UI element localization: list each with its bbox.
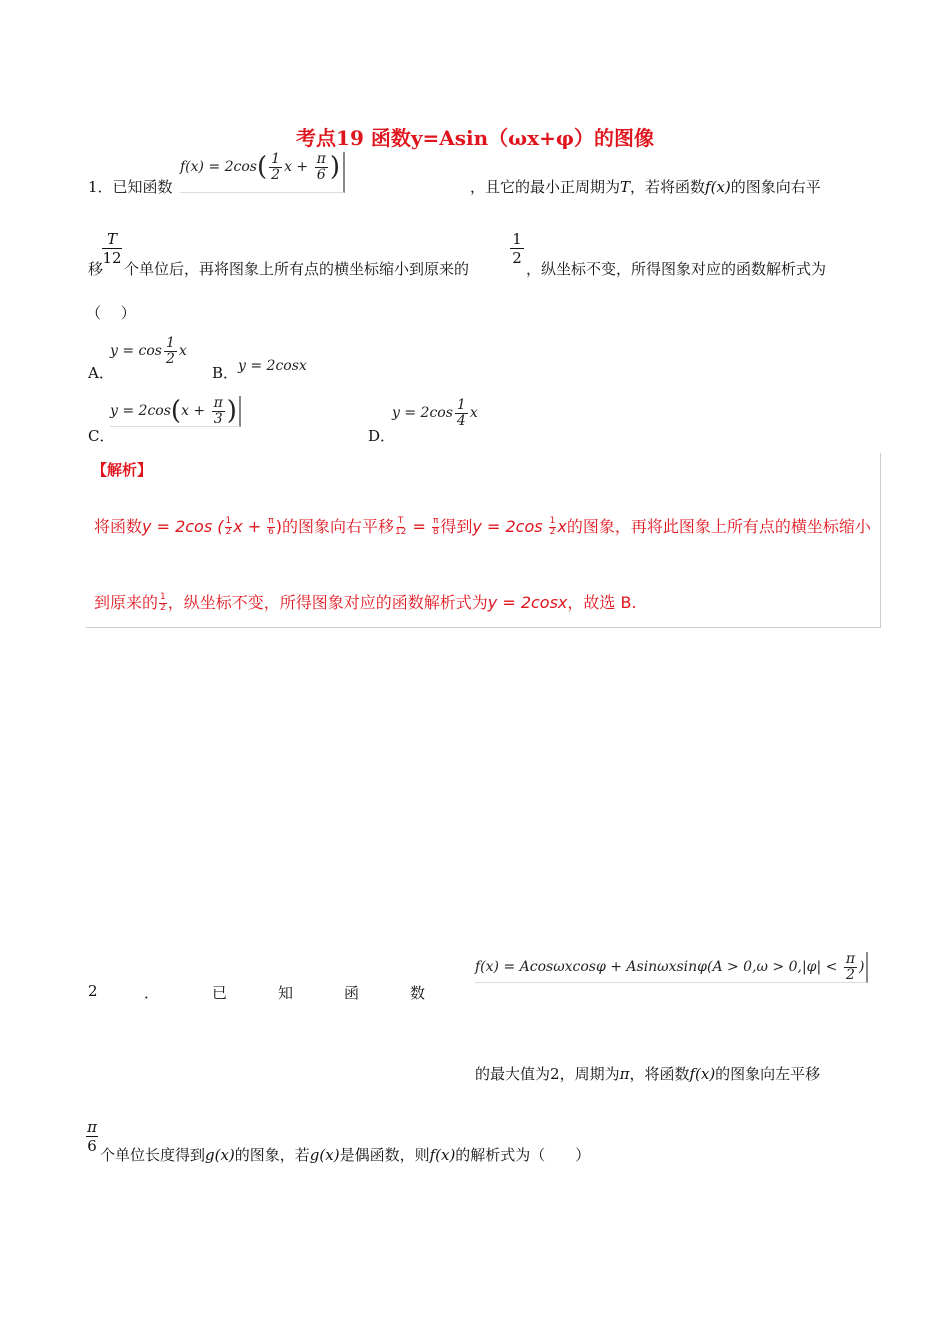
q1-frac-T12: T 12 xyxy=(102,230,122,267)
q2-frac-pi6: π 6 xyxy=(87,1118,97,1155)
q1-frac-half: 1 2 xyxy=(510,230,524,267)
analysis-heading: 【解析】 xyxy=(92,461,153,479)
q2-line3: 个单位长度得到g(x)的图象，若g(x)是偶函数，则f(x)的解析式为（ ） xyxy=(100,1146,591,1164)
q1-text-period: ，且它的最小正周期为T，若将函数f(x)的图象向右平 xyxy=(470,178,821,196)
option-b-expr: y = 2cosx xyxy=(238,358,307,374)
analysis-line-2: 到原来的 $\frac{1}{2}$ ，纵坐标不变，所得图象对应的函数解析式为y = 2cosx，故选 B. xyxy=(94,592,637,613)
q2-char-2: 知 xyxy=(278,984,294,1002)
q1-line2-mid: 个单位后，再将图象上所有点的横坐标缩小到原来的 xyxy=(124,260,470,278)
q2-line2: 的最大值为2，周期为π，将函数f(x)的图象向左平移 xyxy=(475,1065,821,1083)
q2-char-4: 数 xyxy=(410,984,426,1002)
option-c-expr: y = 2cos(x + $\frac{\pi}{3}$ ) xyxy=(110,396,241,427)
q2-number: 2 xyxy=(88,982,98,1000)
q1-line2-end: ，纵坐标不变，所得图象对应的函数解析式为 xyxy=(526,260,827,278)
option-a-label: A． xyxy=(88,364,114,382)
option-a-expr: y = cos $\frac{1}{2}$ x xyxy=(110,335,187,367)
q1-number: 1．已知函数 xyxy=(88,178,173,196)
q1-func-image: f(x) = 2cos( $\frac{1}{2}$ x + $\frac{\pi}{6}$ ) xyxy=(180,152,345,193)
q2-char-3: 函 xyxy=(344,984,360,1002)
q1-line2-prefix: 移 xyxy=(88,260,104,278)
analysis-line-1: 将函数y = 2cos ( $\frac{1}{2}$ x + $\frac{\pi}{6}$ )的图象向右平移 $\frac{T}{12}$ = $\frac{\pi}{8}$ 得到y = 2cos $\frac{1}{2}$ x的图象，再将此图象上所有点的横坐标缩小 xyxy=(94,516,871,537)
option-d-expr: y = 2cos $\frac{1}{4}$ x xyxy=(392,397,478,429)
option-d-label: D． xyxy=(368,427,396,445)
option-b-label: B． xyxy=(212,364,239,382)
q2-dot: ． xyxy=(144,984,160,1002)
q2-char-1: 已 xyxy=(212,984,228,1002)
page-title: 考点19 函数y=Asin（ωx+φ）的图像 xyxy=(296,126,654,150)
option-c-label: C． xyxy=(88,427,115,445)
q2-func-image: f(x) = Acosωxcosφ + Asinωxsinφ(A > 0,ω > 0,|φ| < $\frac{\pi}{2}$ ) xyxy=(475,952,868,983)
q1-answer-paren: （ ） xyxy=(86,304,136,322)
